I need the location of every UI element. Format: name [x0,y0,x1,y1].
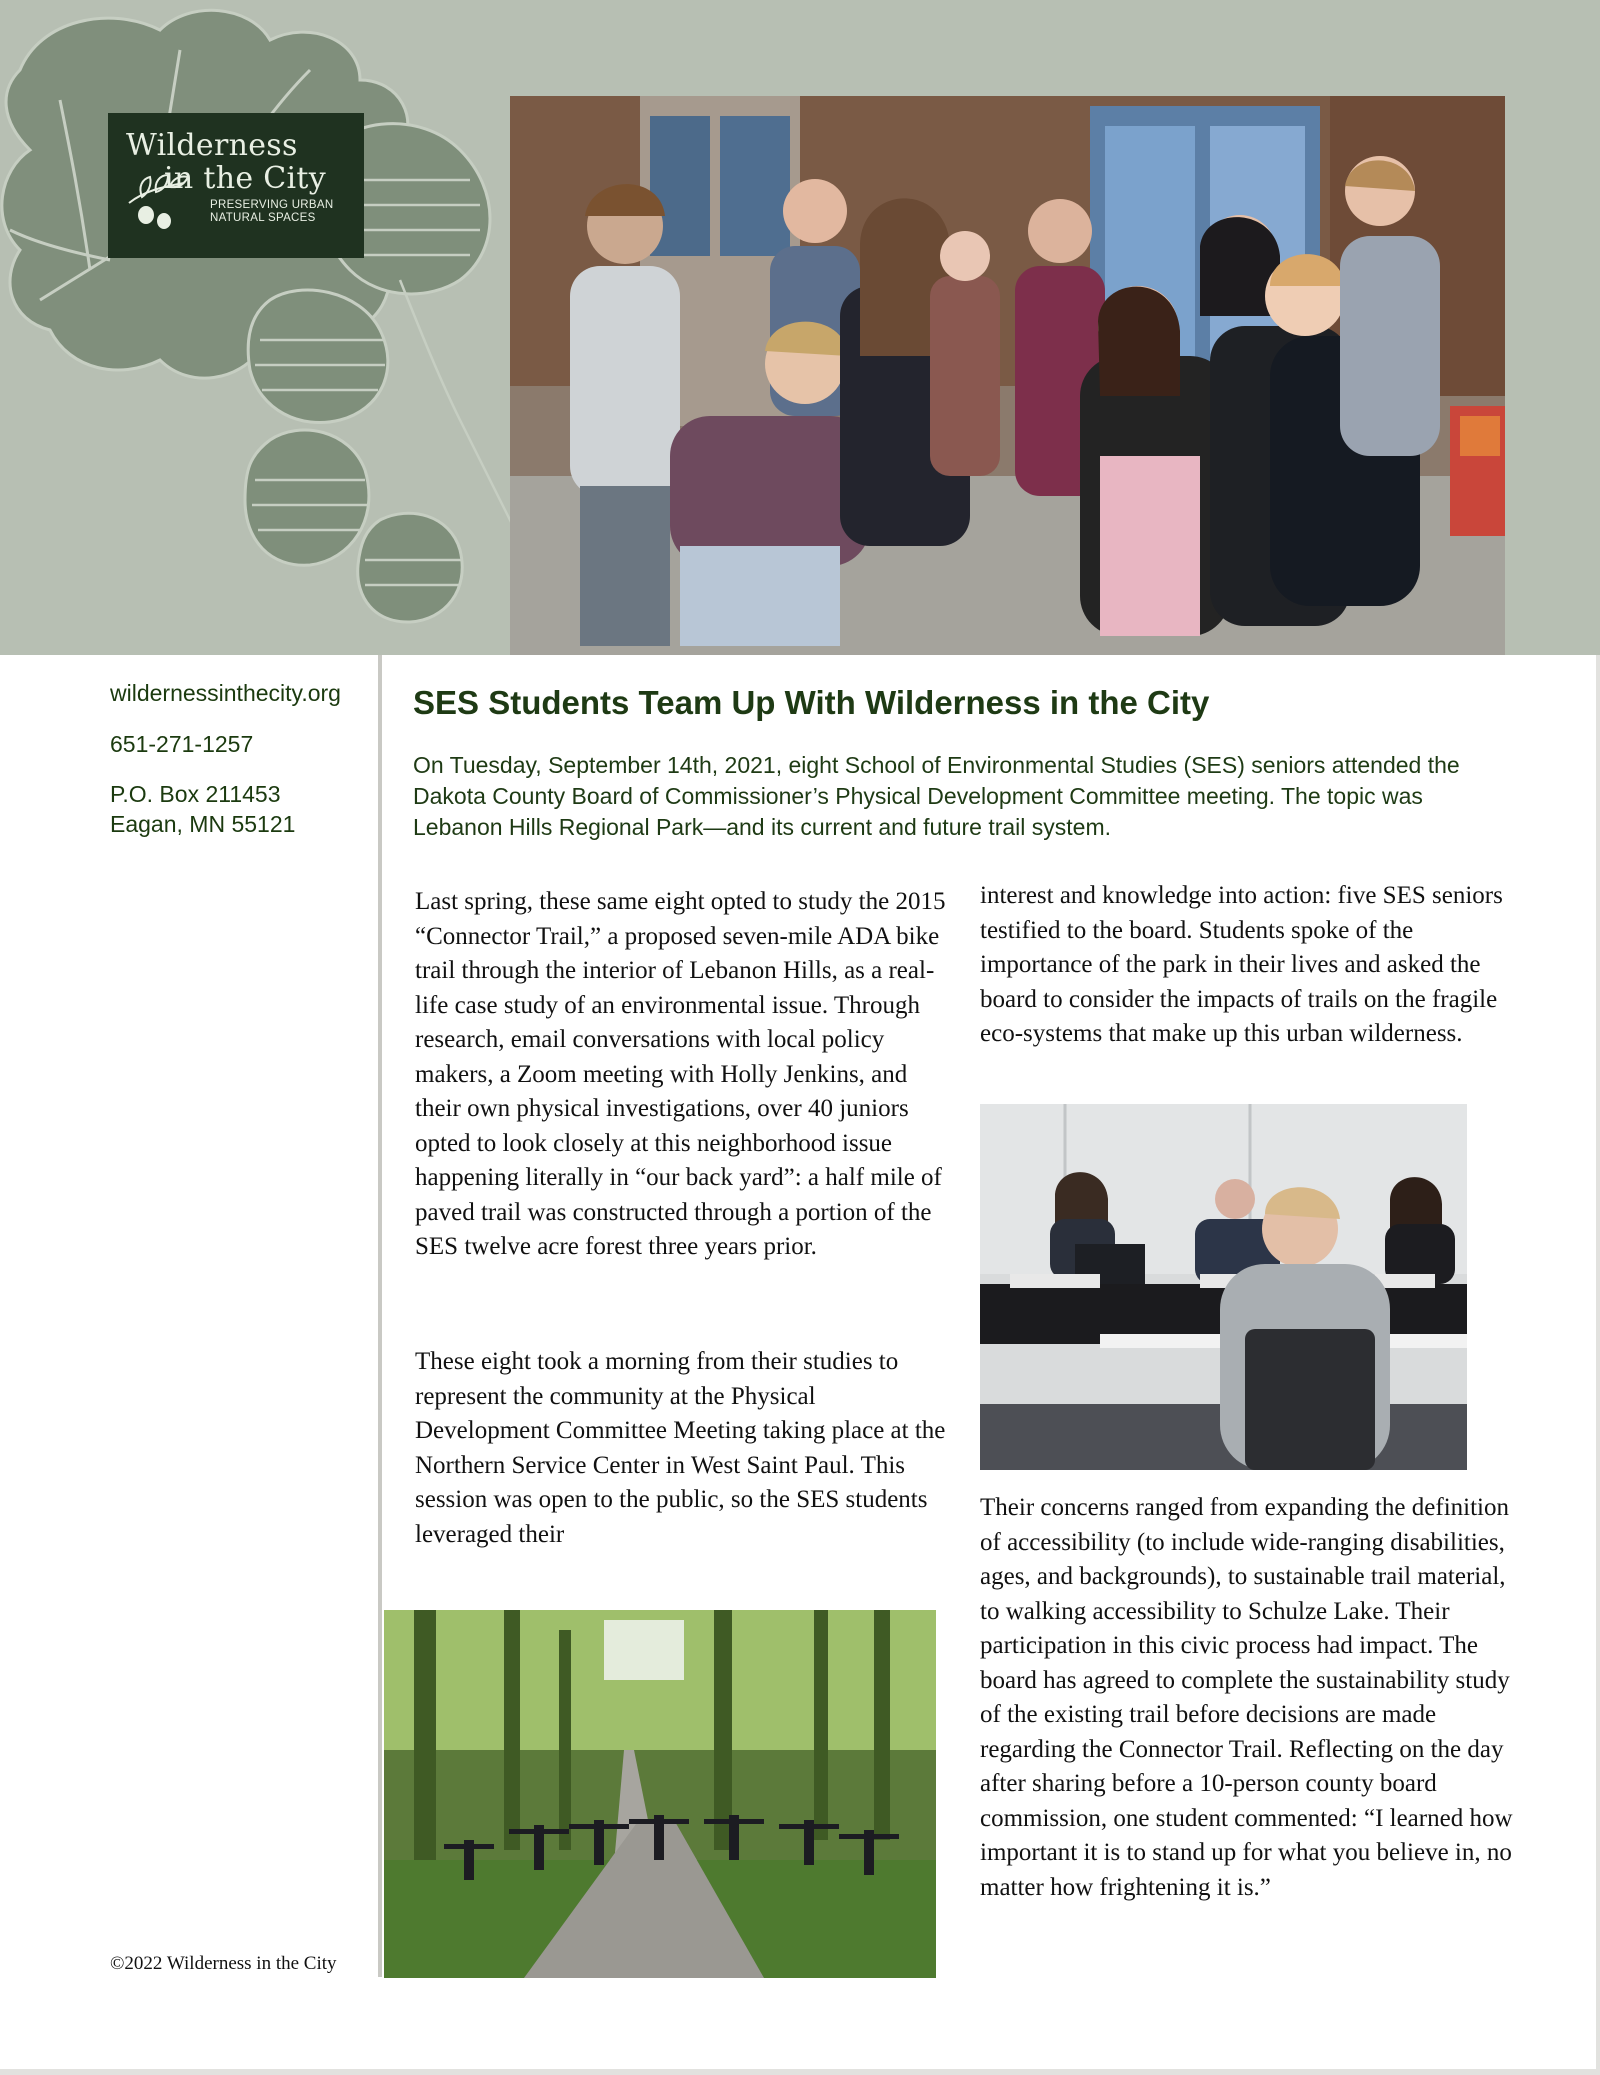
article-paragraph-2: These eight took a morning from their studies to represent the community at the Physical Development Committee Meeting taking place at the Northern Service Center in West Saint Paul. This session was open to the public, so the SES students leveraged their [415,1348,946,1548]
article-paragraph-3: interest and knowledge into action: five SES seniors testified to the board. Students spoke of the importance of the park in their lives and asked the board to consider the impacts of trails on the fragile eco-systems that make up this urban wilderness. [980,882,1503,1047]
article-paragraph-1: Last spring, these same eight opted to study the 2015 “Connector Trail,” a proposed seven-mile ADA bike trail through the interior of Lebanon Hills, as a real-life case study of an environmental issue. Through research, email conversations with local policy makers, a Zoom meeting with Holly Jenkins, and their own physical investigations, over 40 juniors opted to look closely at this neighborhood issue happening literally in “our back yard”: a half mile of paved trail was constructed through a portion of the SES twelve acre forest three years prior. [415,888,946,1260]
group-photo [510,96,1505,655]
logo-title-line1: Wilderness [126,128,298,163]
column-divider [378,655,382,1977]
header-band [0,0,1600,655]
phone-number: 651-271-1257 [110,731,254,757]
logo-tagline [210,199,350,225]
acorn-sprig-icon [124,173,194,233]
page-edge-bottom [0,2069,1600,2075]
address-line1: P.O. Box 211453 [110,781,281,807]
meeting-photo [980,1104,1467,1470]
logo-tagline-line2: NATURAL SPACES [210,212,316,224]
article-lede: On Tuesday, September 14th, 2021, eight School of Environmental Studies (SES) seniors attended the Dakota County Board of Commissioner’s Physical Development Committee meeting. The topic was Lebanon Hills Regional Park—and its current and future trail system. [413,752,1460,840]
page-edge-right [1596,655,1600,2075]
wilderness-logo [108,113,364,258]
logo-tagline-line1: PRESERVING URBAN [210,199,334,211]
logo-title-line2: in the City [164,161,326,196]
trail-photo [384,1610,936,1978]
article-paragraph-4: Their concerns ranged from expanding the definition of accessibility (to include wide-ranging disabilities, ages, and backgrounds), to sustainable trail material, to walking accessibility to Schulze Lake. Their participation in this civic process had impact. The board has agreed to complete the sustainability study of the existing trail before decisions are made regarding the Connector Trail. Reflecting on the day after sharing before a 10-person county board commission, one student commented: “I learned how important it is to stand up for what you believe in, no matter how frightening it is.” [980,1494,1513,1901]
website-link[interactable]: wildernessinthecity.org [110,680,341,706]
address-line2: Eagan, MN 55121 [110,811,296,837]
oak-leaf-acorn-illustration [0,0,560,655]
article-title: SES Students Team Up With Wilderness in the City [413,684,1210,721]
copyright-notice: ©2022 Wilderness in the City [110,1953,337,1974]
